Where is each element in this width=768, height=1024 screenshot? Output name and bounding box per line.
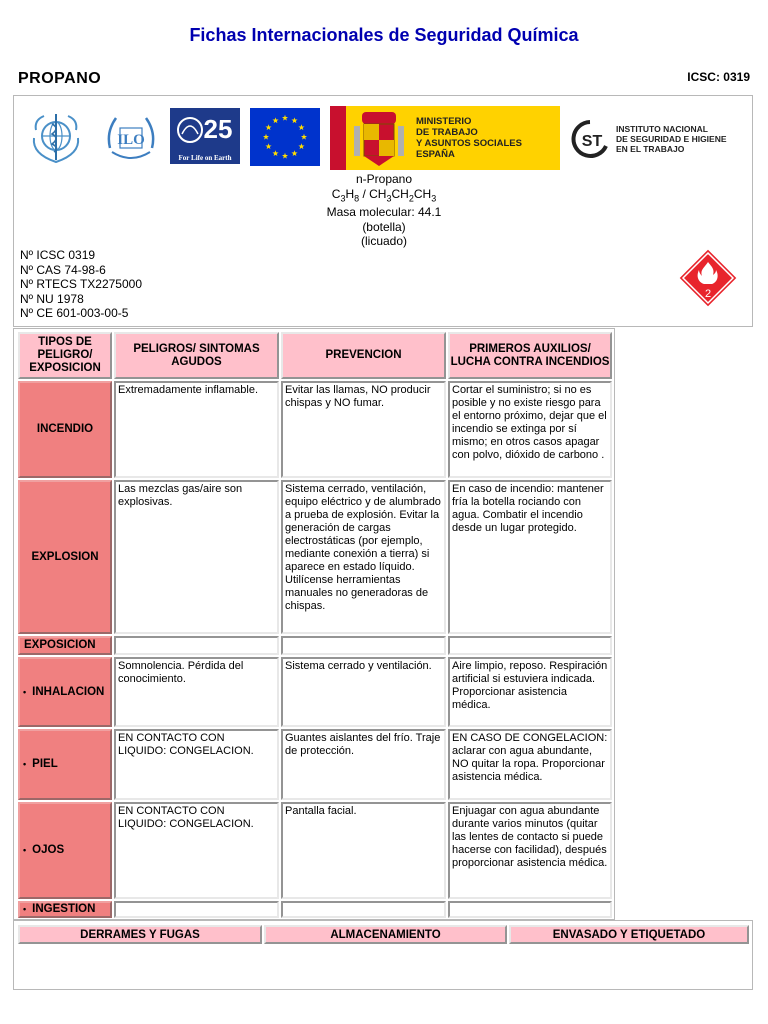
flammable-gas-hazard-icon: [678, 248, 738, 308]
ojos-prevencion: Pantalla facial.: [281, 802, 446, 899]
svg-text:ST: ST: [581, 133, 603, 150]
icsc-number-label: ICSC: 0319: [687, 70, 750, 84]
synonym: n-Propano: [355, 172, 413, 186]
row-label-text: INHALACION: [32, 685, 105, 698]
spain-flag-shield-icon: [330, 106, 412, 170]
ec-number: Nº CE 601-003-00-5: [20, 306, 129, 320]
row-label-text: PIEL: [32, 758, 58, 770]
header-envasado: ENVASADO Y ETIQUETADO: [509, 925, 749, 944]
insht-logo: [566, 116, 751, 162]
exposicion-peligros: [114, 636, 279, 655]
bullet: •: [23, 904, 27, 914]
piel-prevencion: Guantes aislantes del frío. Traje de protección.: [281, 729, 446, 800]
molecular-mass: Masa molecular: 44.1: [326, 205, 442, 220]
form-liquefied: (licuado): [360, 234, 408, 249]
ministerio-logo: [330, 106, 560, 170]
unep-logo-icon: [170, 108, 240, 164]
inhalacion-prevencion: Sistema cerrado y ventilación.: [281, 657, 446, 727]
row-label-ojos: [18, 802, 112, 899]
identifier-list: [20, 248, 142, 321]
ingestion-prevencion: [281, 901, 446, 918]
explosion-prevencion: Sistema cerrado, ventilación, equipo eléctrico y de alumbrado a prueba de explosión. Evitar la generación de cargas electrostáticas (por ejemplo, mediante conexión a tierra) si aparece en estado líquido. Utilícense herramientas manuales no generadoras de chispas.: [281, 480, 446, 634]
identification-box: [13, 95, 753, 327]
insht-emblem-icon: [566, 116, 614, 162]
bullet: •: [23, 686, 27, 697]
form-bottle: (botella): [362, 219, 406, 234]
unep-number: 25: [203, 114, 233, 144]
header-tipos: TIPOS DE PELIGRO/ EXPOSICION: [18, 332, 112, 379]
explosion-peligros: Las mezclas gas/aire son explosivas.: [114, 480, 279, 634]
ilo-logo-text: ILO: [117, 132, 145, 148]
ilo-logo-icon: [102, 108, 160, 166]
ministerio-line: MINISTERIO: [416, 116, 472, 127]
header-peligros: PELIGROS/ SINTOMAS AGUDOS: [114, 332, 279, 379]
hazard-class-number: 2: [704, 288, 712, 300]
chemical-formula: $C_3H_8 / CH_3CH_2CH_3$: [331, 186, 437, 203]
eu-flag-icon: [250, 108, 320, 166]
row-label-incendio: INCENDIO: [18, 381, 112, 478]
ministerio-line: Y ASUNTOS SOCIALES: [416, 138, 522, 149]
ingestion-peligros: [114, 901, 279, 918]
incendio-prevencion: Evitar las llamas, NO producir chispas y NO fumar.: [281, 381, 446, 478]
cas-number: Nº CAS 74-98-6: [20, 262, 106, 277]
ministerio-line: ESPAÑA: [416, 149, 455, 160]
incendio-peligros: Extremadamente inflamable.: [114, 381, 279, 478]
hazard-table: [13, 328, 615, 920]
row-label-piel: [18, 729, 112, 800]
inhalacion-peligros: Somnolencia. Pérdida del conocimiento.: [114, 657, 279, 727]
header-derrames: DERRAMES Y FUGAS: [18, 925, 262, 944]
exposicion-auxilios: [448, 636, 612, 655]
insht-line: EN EL TRABAJO: [616, 144, 685, 154]
icsc-number: Nº ICSC 0319: [20, 248, 96, 262]
rtecs-number: Nº RTECS TX2275000: [20, 277, 143, 291]
un-number: Nº NU 1978: [20, 291, 84, 306]
row-label-ingestion: [18, 901, 112, 918]
unep-caption: For Life on Earth: [178, 154, 232, 162]
row-label-exposicion: EXPOSICION: [18, 636, 112, 655]
ministerio-text: [416, 116, 522, 160]
chemical-name: PROPANO: [18, 70, 102, 87]
piel-peligros: EN CONTACTO CON LIQUIDO: CONGELACION.: [114, 729, 279, 800]
storage-section: [13, 920, 753, 990]
header-prevencion: PREVENCION: [281, 332, 446, 379]
insht-line: DE SEGURIDAD E HIGIENE: [616, 134, 727, 144]
page-title: Fichas Internacionales de Seguridad Química: [189, 25, 579, 45]
row-label-inhalacion: [18, 657, 112, 727]
header-almacenamiento: ALMACENAMIENTO: [264, 925, 507, 944]
incendio-auxilios: Cortar el suministro; si no es posible y no existe riesgo para el entorno próximo, dejar que el incendio se extinga por sí mismo; en otros casos apagar con polvo, dióxido de carbono .: [448, 381, 612, 478]
row-label-explosion: EXPLOSION: [18, 480, 112, 634]
insht-line: INSTITUTO NACIONAL: [616, 124, 708, 134]
who-logo-icon: [24, 106, 88, 170]
explosion-auxilios: En caso de incendio: mantener fría la botella rociando con agua. Combatir el incendio desde un lugar protegido.: [448, 480, 612, 634]
row-label-text: INGESTION: [32, 903, 96, 915]
ojos-peligros: EN CONTACTO CON LIQUIDO: CONGELACION.: [114, 802, 279, 899]
bullet: •: [23, 759, 27, 769]
ministerio-line: DE TRABAJO: [416, 127, 478, 138]
row-label-text: OJOS: [32, 844, 65, 856]
bullet: •: [23, 845, 27, 855]
exposicion-prevencion: [281, 636, 446, 655]
piel-auxilios: EN CASO DE CONGELACION: aclarar con agua abundante, NO quitar la ropa. Proporcionar asistencia médica.: [448, 729, 612, 800]
ojos-auxilios: Enjuagar con agua abundante durante varios minutos (quitar las lentes de contacto si puede hacerse con facilidad), después proporcionar asistencia médica.: [448, 802, 612, 899]
header-auxilios: PRIMEROS AUXILIOS/ LUCHA CONTRA INCENDIOS: [448, 332, 612, 379]
inhalacion-auxilios: Aire limpio, reposo. Respiración artificial si estuviera indicada. Proporcionar asistencia médica.: [448, 657, 612, 727]
ingestion-auxilios: [448, 901, 612, 918]
chemical-identity: [14, 172, 754, 249]
insht-text: [616, 124, 727, 154]
